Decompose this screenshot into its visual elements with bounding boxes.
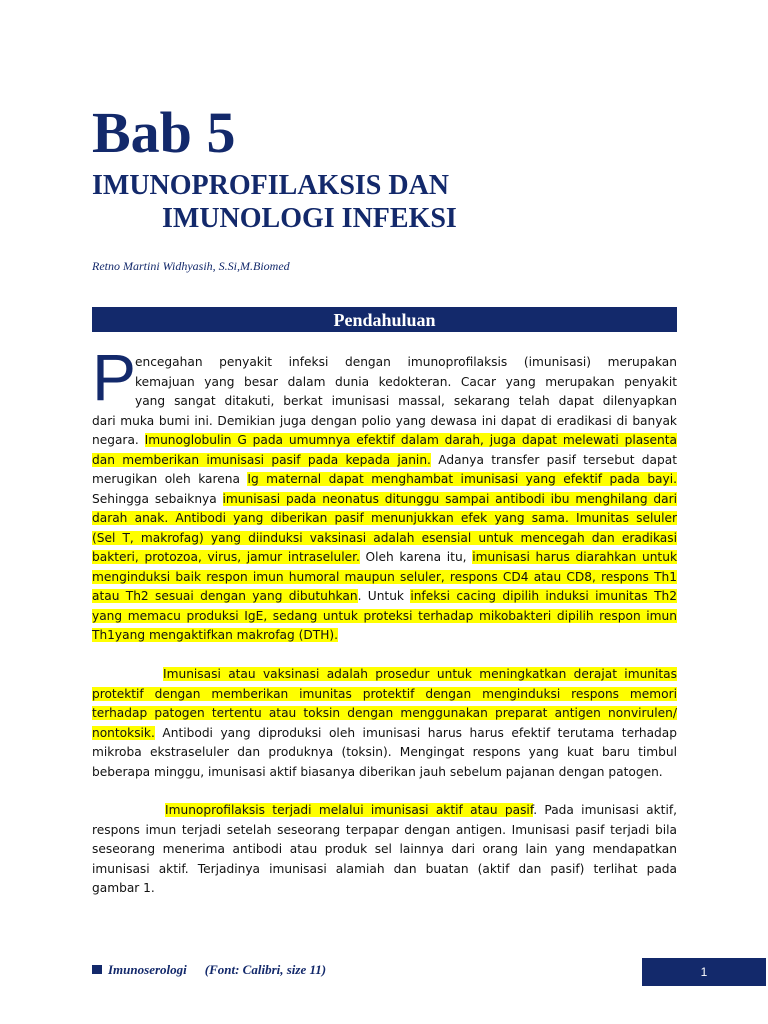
text-line: [92, 879, 677, 899]
footer-square-icon: [92, 965, 102, 974]
footer-book-title: Imunoserologi: [108, 962, 187, 977]
text-line: [92, 587, 677, 607]
section-heading-bar: [92, 307, 677, 332]
chapter-heading: Bab 5: [92, 100, 236, 165]
text-segment: Sehingga sebaiknya: [92, 491, 223, 506]
chapter-title-line-1: IMUNOPROFILAKSIS DAN: [92, 170, 450, 201]
text-line: [135, 373, 677, 393]
footer-font-note: (Font: Calibri, size 11): [204, 962, 327, 977]
text-segment: Antibodi yang diproduksi oleh imunisasi harus harus efektif terutama terhadap: [154, 725, 677, 740]
text-line: [92, 470, 677, 490]
text-segment: gambar 1.: [92, 881, 155, 895]
text-segment: Adanya transfer pasif tersebut dapat: [430, 452, 677, 467]
highlighted-text: Imunoprofilaksis terjadi melalui imunisasi aktif atau pasif: [165, 803, 534, 817]
text-segment: imunisasi aktif. Terjadinya imunisasi alamiah dan buatan (aktif dan pasif) terlihat pada: [92, 861, 677, 876]
text-line: [92, 704, 677, 724]
text-segment: kemajuan yang besar dalam dunia kedokteran. Cacar yang merupakan penyakit: [135, 374, 677, 389]
text-line: [135, 353, 677, 373]
text-line: [92, 412, 677, 432]
drop-cap-letter: P: [92, 340, 137, 414]
highlighted-text: imunisasi pada neonatus ditunggu sampai antibodi ibu menghilang dari: [222, 491, 677, 506]
text-line: [92, 509, 677, 529]
text-segment: seseorang menerima antibodi atau produk sel lainnya dari orang lain yang mendapatkan: [92, 842, 677, 856]
text-segment: mikroba ekstraseluler dan produknya (toksin). Mengingat respons yang kuat baru timbul: [92, 745, 677, 759]
highlighted-text: protektif dengan memberikan imunitas protektif dengan menginduksi respons memori: [92, 686, 677, 701]
text-line: [92, 724, 677, 744]
highlighted-text: dan memberikan imunisasi pasif pada kepada janin.: [92, 452, 431, 467]
text-segment: yang sangat ditakuti, berkat imunisasi massal, sekarang telah dapat dilenyapkan: [135, 394, 677, 408]
text-line: [92, 860, 677, 880]
text-segment: . Pada imunisasi aktif,: [533, 803, 677, 817]
text-segment: . Untuk: [357, 589, 411, 603]
footer-label: [92, 962, 326, 978]
text-line: [92, 529, 677, 549]
highlighted-text: infeksi cacing dipilih induksi imunitas Th2: [410, 589, 678, 603]
highlighted-text: yang memacu produksi IgE, sedang untuk proteksi terhadap mikobakteri dipilih respon imun: [92, 608, 677, 623]
highlighted-text: Imunisasi atau vaksinasi adalah prosedur untuk meningkatkan derajat imunitas: [163, 667, 677, 681]
text-line: [92, 451, 677, 471]
text-line: [135, 392, 677, 412]
text-line: [92, 743, 677, 763]
highlighted-text: Ig maternal dapat menghambat imunisasi yang efektif pada bayi.: [247, 472, 677, 486]
text-line: [92, 607, 677, 627]
text-segment: dari muka bumi ini. Demikian juga dengan polio yang dewasa ini dapat di eradikasi di banyak: [92, 413, 677, 428]
highlighted-text: bakteri, protozoa, virus, jamur intraseluler.: [92, 550, 360, 564]
author-name: Retno Martini Widhyasih, S.Si,M.Biomed: [92, 259, 290, 273]
highlighted-text: (Sel T, makrofag) yang diinduksi vaksinasi adalah esensial untuk mencegah dan eradikasi: [92, 530, 677, 545]
text-segment: negara.: [92, 433, 145, 447]
highlighted-text: atau Th2 sesuai dengan yang dibutuhkan: [92, 589, 358, 603]
highlighted-text: Imunoglobulin G pada umumnya efektif dalam darah, juga dapat melewati plasenta: [144, 433, 677, 447]
highlighted-text: menginduksi baik respon imun humoral maupun seluler, respons CD4 atau CD8, respons Th1: [92, 569, 677, 584]
text-line: [92, 626, 677, 646]
text-line: [163, 665, 677, 685]
chapter-title-line-2: IMUNOLOGI INFEKSI: [162, 203, 457, 234]
text-line: [165, 801, 677, 821]
text-line: [92, 431, 677, 451]
text-line: [92, 821, 677, 841]
page-number: 1: [700, 965, 708, 979]
text-line: [92, 763, 677, 783]
text-segment: encegahan penyakit infeksi dengan imunoprofilaksis (imunisasi) merupakan: [135, 355, 677, 369]
page-number-box: [642, 958, 766, 986]
text-segment: Oleh karena itu,: [359, 550, 473, 564]
text-segment: respons imun terjadi setelah seseorang terpapar dengan antigen. Imunisasi pasif terjadi bila: [92, 822, 677, 837]
highlighted-text: Th1yang mengaktifkan makrofag (DTH).: [92, 628, 339, 642]
text-line: [92, 568, 677, 588]
text-line: [92, 548, 677, 568]
text-line: [92, 840, 677, 860]
highlighted-text: terhadap patogen tertentu atau toksin dengan menggunakan preparat antigen nonvirulen/: [92, 706, 677, 720]
highlighted-text: darah anak. Antibodi yang diberikan pasif menunjukkan efek yang sama. Imunitas seluler: [92, 511, 677, 525]
text-line: [92, 490, 677, 510]
highlighted-text: imunisasi harus diarahkan untuk: [472, 550, 677, 564]
text-segment: merugikan oleh karena: [92, 472, 248, 486]
highlighted-text: nontoksik.: [92, 725, 155, 740]
text-segment: beberapa minggu, imunisasi aktif biasanya diberikan jauh sebelum pajanan dengan patogen.: [92, 764, 663, 779]
text-line: [92, 685, 677, 705]
section-title: Pendahuluan: [333, 310, 436, 330]
